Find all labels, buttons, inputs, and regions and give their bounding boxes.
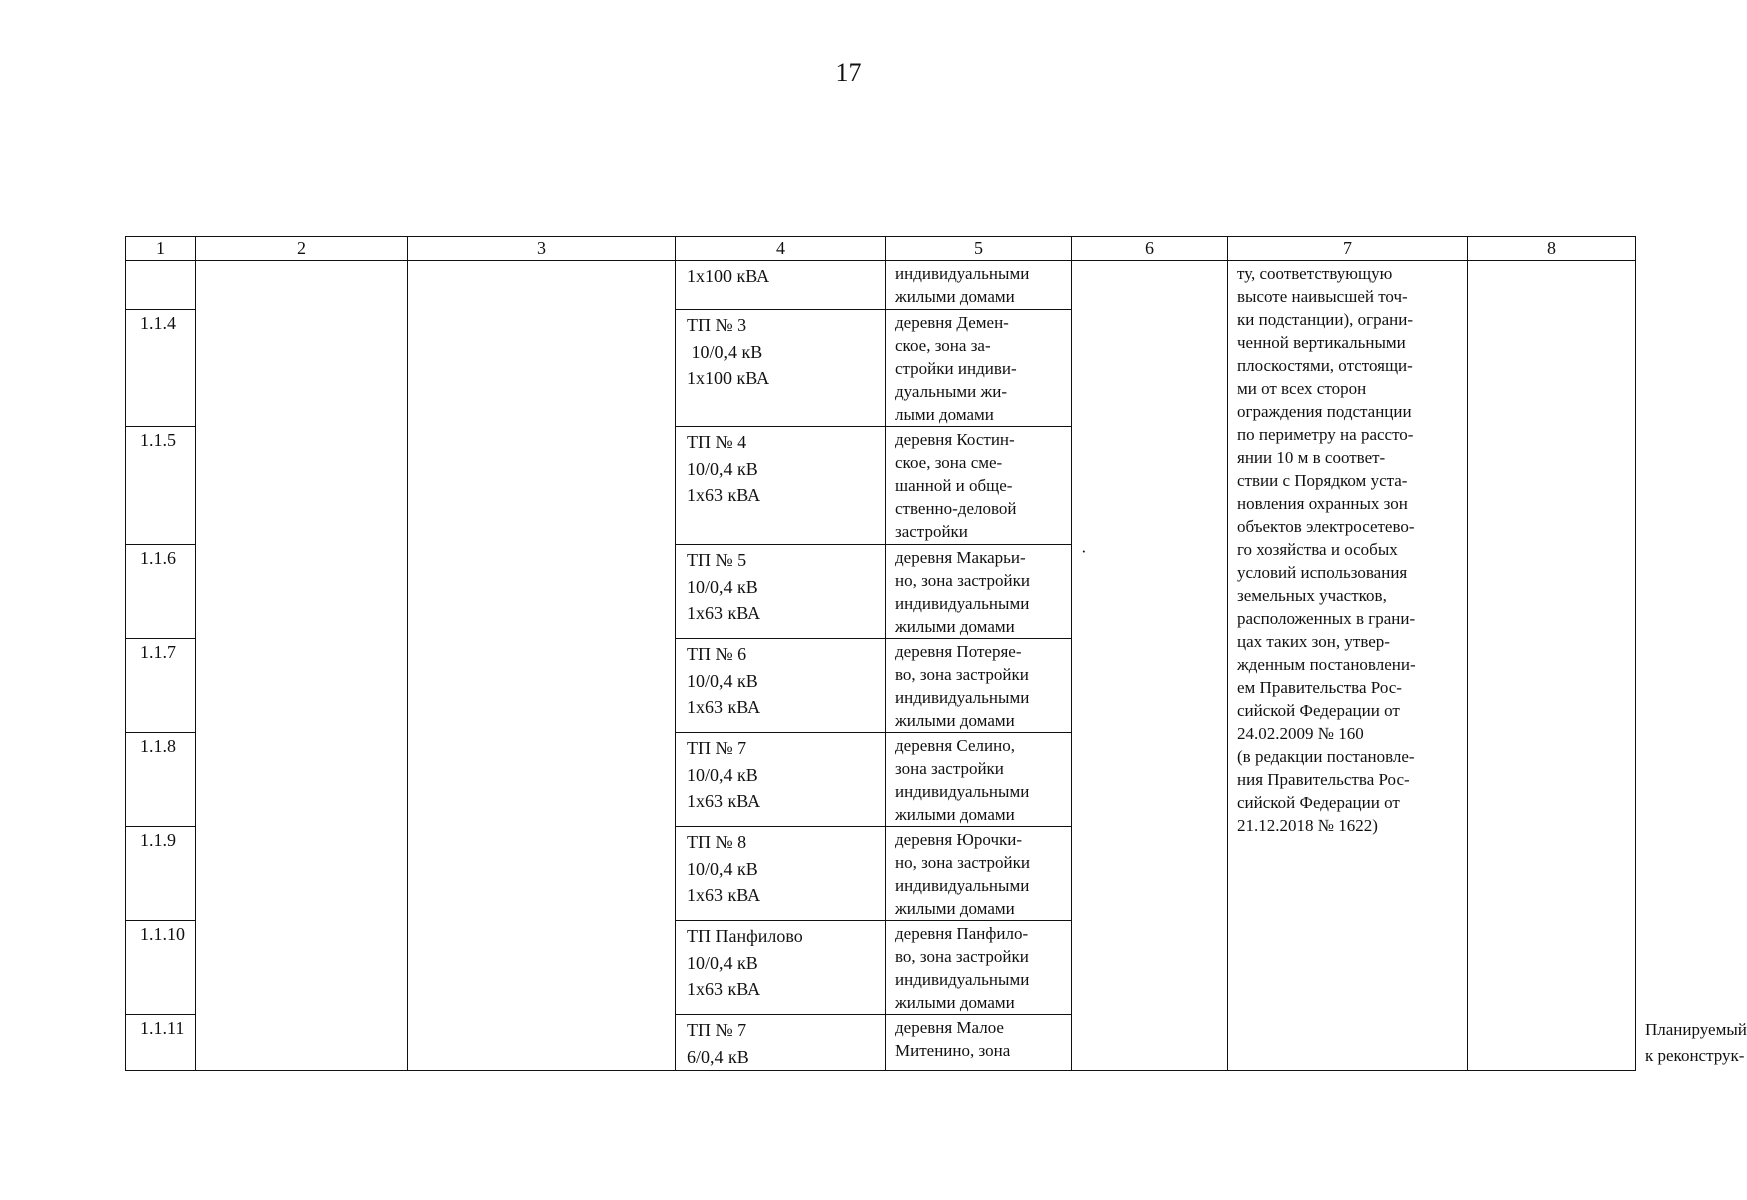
zone-text-line: цах таких зон, утвер- (1237, 632, 1390, 651)
zone-text-line: го хозяйства и особых (1237, 540, 1398, 559)
zone-text-line: ствии с Порядком уста- (1237, 471, 1408, 490)
location-line: деревня Костин- (895, 430, 1015, 449)
location-cell (886, 921, 1072, 1015)
location-line: деревня Демен- (895, 313, 1009, 332)
substation-line: ТП № 8 (687, 832, 747, 852)
location-cell (886, 545, 1072, 639)
row-number-cell: 1.1.11 (126, 1015, 196, 1071)
document-table (125, 236, 1747, 1071)
location-line: но, зона застройки (895, 853, 1031, 872)
location-line: шанной и обще- (895, 476, 1013, 495)
location-line: деревня Селино, (895, 736, 1015, 755)
substation-cell (676, 261, 886, 310)
zone-text-line: 24.02.2009 № 160 (1237, 724, 1364, 743)
location-line: деревня Потеряе- (895, 642, 1022, 661)
column-3-cell (408, 261, 676, 1071)
substation-cell (676, 827, 886, 921)
substation-line: ТП № 3 (687, 315, 747, 335)
page-number: 17 (835, 58, 862, 87)
header-cell: 1 (126, 237, 196, 261)
zone-text-line: ми от всех сторон (1237, 379, 1367, 398)
row-number-cell: 1.1.9 (126, 827, 196, 921)
zone-text-line: сийской Федерации от (1237, 701, 1400, 720)
substation-line: 10/0,4 кВ (687, 458, 758, 479)
substation-line: 10/0,4 кВ (687, 952, 758, 973)
location-line: дуальными жи- (895, 382, 1007, 401)
location-line: жилыми домами (895, 993, 1015, 1012)
substation-line: ТП Панфилово (687, 926, 803, 946)
substation-line: 1х100 кВА (687, 266, 770, 286)
location-line: лыми домами (895, 405, 994, 424)
header-cell: 4 (676, 237, 886, 261)
zone-text-line: по периметру на рассто- (1237, 425, 1414, 444)
location-cell (886, 733, 1072, 827)
header-cell: 3 (408, 237, 676, 261)
location-line: индивидуальными (895, 688, 1030, 707)
header-cell: 7 (1228, 237, 1468, 261)
substation-line: 1х63 кВА (687, 485, 761, 505)
substation-cell (676, 921, 886, 1015)
location-line: индивидуальными (895, 264, 1030, 283)
substation-line: ТП № 5 (687, 550, 747, 570)
row-number-cell: 1.1.7 (126, 639, 196, 733)
zone-text-line: сийской Федерации от (1237, 793, 1400, 812)
substation-line: 1х63 кВА (687, 885, 761, 905)
column-2-cell (196, 261, 408, 1071)
zone-text-line: ния Правительства Рос- (1237, 770, 1410, 789)
zone-text-line: расположенных в грани- (1237, 609, 1416, 628)
table-header-row (126, 237, 1636, 261)
location-line: деревня Юрочки- (895, 830, 1023, 849)
zone-text-line: объектов электросетево- (1237, 517, 1415, 536)
header-cell: 8 (1468, 237, 1636, 261)
substation-line: 10/0,4 кВ (687, 858, 758, 879)
substation-cell (676, 310, 886, 427)
location-line: индивидуальными (895, 594, 1030, 613)
substation-cell (676, 427, 886, 545)
zone-text-line: ту, соответствующую (1237, 264, 1393, 283)
zone-text-line: высоте наивысшей точ- (1237, 287, 1408, 306)
substation-cell (676, 1015, 886, 1071)
zone-text-line: ченной вертикальными (1237, 333, 1406, 352)
location-line: зона застройки (895, 759, 1004, 778)
substation-line: 10/0,4 кВ (687, 670, 758, 691)
zone-text-line: жденным постановлени- (1237, 655, 1416, 674)
substation-line: ТП № 4 (687, 432, 747, 452)
substation-line: 10/0,4 кВ (687, 764, 758, 785)
location-cell (886, 310, 1072, 427)
substation-line: 10/0,4 кВ (687, 341, 763, 362)
location-cell (886, 261, 1072, 310)
substation-line: 1х63 кВА (687, 791, 761, 811)
location-line: ское, зона сме- (895, 453, 1003, 472)
zone-text-line: земельных участков, (1237, 586, 1387, 605)
header-cell: 2 (196, 237, 408, 261)
substation-cell (676, 733, 886, 827)
row-number-cell: 1.1.8 (126, 733, 196, 827)
substation-line: ТП № 7 (687, 1020, 747, 1040)
substation-line: ТП № 7 (687, 738, 747, 758)
location-line: жилыми домами (895, 899, 1015, 918)
row-number-cell (126, 261, 196, 310)
location-line: индивидуальными (895, 970, 1030, 989)
location-cell (886, 427, 1072, 545)
zone-text-line: (в редакции постановле- (1237, 747, 1415, 766)
zone-text-line: 21.12.2018 № 1622) (1237, 816, 1378, 835)
row-number-cell: 1.1.10 (126, 921, 196, 1015)
location-line: но, зона застройки (895, 571, 1031, 590)
substation-line: 10/0,4 кВ (687, 576, 758, 597)
location-line: деревня Панфило- (895, 924, 1029, 943)
substation-cell (676, 639, 886, 733)
substation-line: 1х63 кВА (687, 697, 761, 717)
location-cell (886, 1015, 1072, 1071)
substation-line: 1х63 кВА (687, 979, 761, 999)
location-line: во, зона застройки (895, 665, 1029, 684)
substation-line: 1х63 кВА (687, 603, 761, 623)
location-line: жилыми домами (895, 805, 1015, 824)
substation-line: 1х100 кВА (687, 368, 770, 388)
protection-zone-cell (1228, 261, 1468, 1071)
column-8-cell (1468, 261, 1636, 1071)
row-number-cell: 1.1.4 (126, 310, 196, 427)
location-line: индивидуальными (895, 876, 1030, 895)
location-line: ственно-деловой (895, 499, 1017, 518)
table-row (126, 261, 1636, 310)
location-cell (886, 639, 1072, 733)
zone-text-line: ограждения подстанции (1237, 402, 1412, 421)
location-line: жилыми домами (895, 287, 1015, 306)
header-cell: 5 (886, 237, 1072, 261)
location-line: жилыми домами (895, 711, 1015, 730)
location-line: деревня Малое (895, 1018, 1004, 1037)
location-line: индивидуальными (895, 782, 1030, 801)
substation-line: 6/0,4 кВ (687, 1046, 749, 1067)
zone-text-line: условий использования (1237, 563, 1408, 582)
substation-line: ТП № 6 (687, 644, 747, 664)
zone-text-line: янии 10 м в соответ- (1237, 448, 1386, 467)
header-cell: 6 (1072, 237, 1228, 261)
zone-text-line: ем Правительства Рос- (1237, 678, 1402, 697)
location-line: ское, зона за- (895, 336, 991, 355)
location-line: стройки индиви- (895, 359, 1017, 378)
zone-text-line: новления охранных зон (1237, 494, 1408, 513)
location-line: во, зона застройки (895, 947, 1029, 966)
zone-text-line: ки подстанции), ограни- (1237, 310, 1414, 329)
location-line: жилыми домами (895, 617, 1015, 636)
location-line: деревня Макарьи- (895, 548, 1026, 567)
status-cell (1072, 261, 1228, 1071)
row-number-cell: 1.1.6 (126, 545, 196, 639)
table-row: 1.1.11 ТП № 7 6/0,4 кВ деревня Малое Митенино, зона Планируемый к реконструк- (126, 1015, 1636, 1071)
location-line: застройки (895, 522, 968, 541)
zone-text-line: плоскостями, отстоящи- (1237, 356, 1413, 375)
row-number-cell: 1.1.5 (126, 427, 196, 545)
status-mark: · (1081, 542, 1087, 561)
location-line: Митенино, зона (895, 1041, 1011, 1060)
location-cell (886, 827, 1072, 921)
substation-cell (676, 545, 886, 639)
